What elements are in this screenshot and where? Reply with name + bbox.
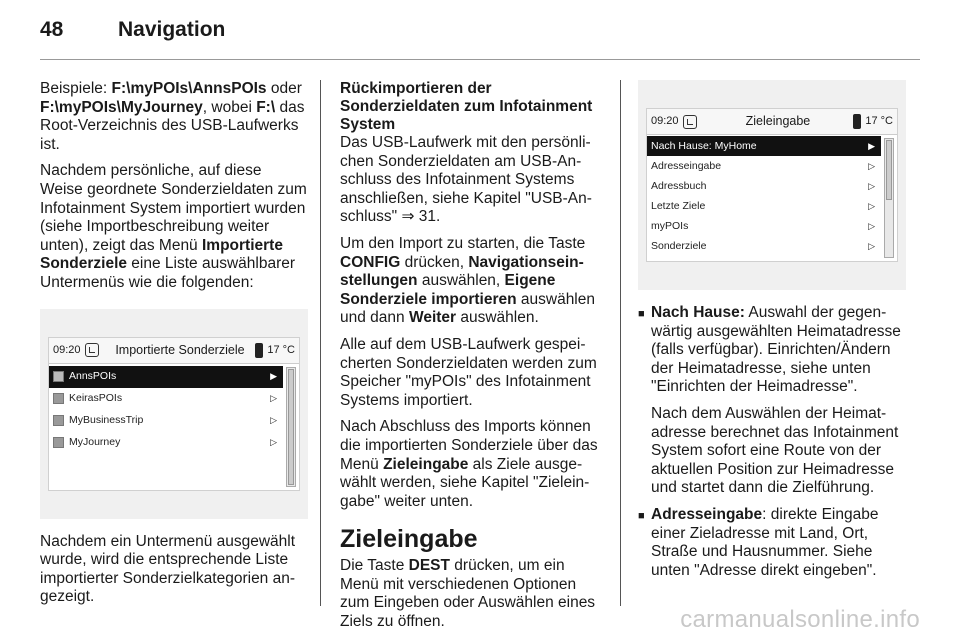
paragraph: Beispiele: F:\myPOIs\AnnsPOIs oder F:\myPOIs\MyJourney, wobei F:\ das Root-Verzeichnis des USB-Laufwerks ist. (40, 80, 305, 153)
chevron-right-icon: ▷ (868, 220, 875, 231)
column-1 (40, 80, 308, 615)
chevron-right-icon: ▶ (270, 371, 277, 382)
infotainment-screen (646, 108, 898, 262)
clock-icon (85, 343, 99, 357)
clock-time: 09:20 (651, 115, 679, 128)
chevron-right-icon: ▷ (868, 180, 875, 191)
bullet-marker: ■ (638, 308, 645, 320)
chevron-right-icon: ▶ (868, 140, 875, 151)
chevron-right-icon: ▷ (868, 200, 875, 211)
scrollbar-thumb[interactable] (288, 369, 294, 485)
folder-icon (53, 371, 64, 382)
column-divider (320, 80, 321, 606)
subheading: Rückimportieren der Sonderzieldaten zum Infotainment System (340, 80, 593, 133)
chevron-right-icon: ▷ (270, 415, 277, 426)
screen-list (647, 135, 897, 261)
page-header (40, 18, 225, 48)
screen-title: Zieleingabe (745, 114, 811, 129)
screen-status-bar (49, 338, 299, 364)
list-item[interactable]: KeirasPOIs ▷ (49, 388, 283, 410)
folder-icon (53, 437, 64, 448)
paragraph: Nach Abschluss des Imports können die importierten Sonderziele über das Menü Zieleingabe als Ziele ausgewählt werden, siehe Kapitel "Zieleingabe" weiter unten. (340, 418, 598, 510)
chevron-right-icon: ▷ (868, 160, 875, 171)
list-item[interactable]: Adressbuch ▷ (647, 176, 881, 196)
list-item[interactable]: Nach Hause: MyHome ▶ (647, 136, 881, 156)
column-3 (638, 80, 906, 588)
column-divider (620, 80, 621, 606)
scrollbar[interactable] (884, 138, 894, 258)
folder-icon (53, 415, 64, 426)
screen-figure-destination-entry (638, 80, 906, 290)
paragraph: Nachdem persönliche, auf diese Weise geordnete Sonderzieldaten zum Infotainment System importiert wurden (siehe Importbeschreibung weiter unten), zeigt das Menü Importierte Sonderziele eine Liste auswählbarer Untermenüs wie die folgenden: (40, 162, 307, 291)
header-divider (40, 59, 920, 60)
screen-figure-imported-pois (40, 309, 308, 519)
paragraph: Das USB-Laufwerk mit den persönlichen Sonderzieldaten am USB-Anschluss des Infotainment Systems anschließen, siehe Kapitel "USB-Anschluss" ⇒ 31. (340, 134, 592, 226)
list-item[interactable]: Sonderziele ▷ (647, 236, 881, 256)
thermometer-icon (853, 114, 861, 129)
column-2 (340, 80, 606, 640)
page-title: Navigation (118, 18, 226, 41)
screen-title: Importierte Sonderziele (115, 342, 245, 357)
list-item[interactable]: Letzte Ziele ▷ (647, 196, 881, 216)
folder-icon (53, 393, 64, 404)
chevron-right-icon: ▷ (868, 240, 875, 251)
bullet-item: ■ Adresseingabe: direkte Eingabe einer Zieladresse mit Land, Ort, Straße und Hausnummer. Siehe unten "Adresse direkt eingeben". (638, 505, 879, 579)
scrollbar-thumb[interactable] (886, 140, 892, 200)
temperature: 17 °C (267, 343, 295, 356)
infotainment-screen (48, 337, 300, 491)
bullet-marker: ■ (638, 509, 645, 522)
clock-icon (683, 115, 697, 129)
paragraph: Alle auf dem USB-Laufwerk gespeicherten Sonderzieldaten werden zum Speicher "myPOIs" des Infotainment Systems importiert. (340, 335, 597, 409)
list-item[interactable]: myPOIs ▷ (647, 216, 881, 236)
list-item[interactable]: Adresseingabe ▷ (647, 156, 881, 176)
paragraph: Nachdem ein Untermenü ausgewählt wurde, wird die entsprechende Liste importierter Sonderzielkategorien angezeigt. (40, 532, 296, 606)
paragraph: Um den Import zu starten, die Taste CONFIG drücken, Navigationseinstellungen auswählen, Eigene Sonderziele importieren auswählen und dann Weiter auswählen. (340, 234, 595, 327)
page-number: 48 (40, 18, 64, 41)
list-item[interactable]: AnnsPOIs ▶ (49, 366, 283, 388)
thermometer-icon (255, 343, 263, 358)
clock-time: 09:20 (53, 343, 81, 356)
scrollbar[interactable] (286, 367, 296, 487)
chevron-right-icon: ▷ (270, 437, 277, 448)
paragraph: Die Taste DEST drücken, um ein Menü mit verschiedenen Optionen zum Eingeben oder Auswählen eines Ziels zu öffnen. (340, 557, 596, 631)
screen-list (49, 364, 299, 490)
screen-status-bar (647, 109, 897, 135)
chevron-right-icon: ▷ (270, 393, 277, 404)
list-item[interactable]: MyBusinessTrip ▷ (49, 410, 283, 432)
temperature: 17 °C (865, 115, 893, 128)
section-heading: Zieleingabe (340, 525, 478, 554)
watermark: carmanualsonline.info (680, 606, 920, 633)
bullet-item: ■ Nach Hause: Auswahl der gegenwärtig ausgewählten Heimatadresse (falls verfügbar). Einrichten/Ändern der Heimatadresse, siehe unten "Einrichten der Heimadresse". Nach dem Auswählen der Heimatadresse berechnet das Infotainment System sofort eine Route von der aktuellen Position zur Heimadresse und startet dann die Zielführung. (638, 304, 901, 497)
list-item[interactable]: MyJourney ▷ (49, 432, 283, 454)
